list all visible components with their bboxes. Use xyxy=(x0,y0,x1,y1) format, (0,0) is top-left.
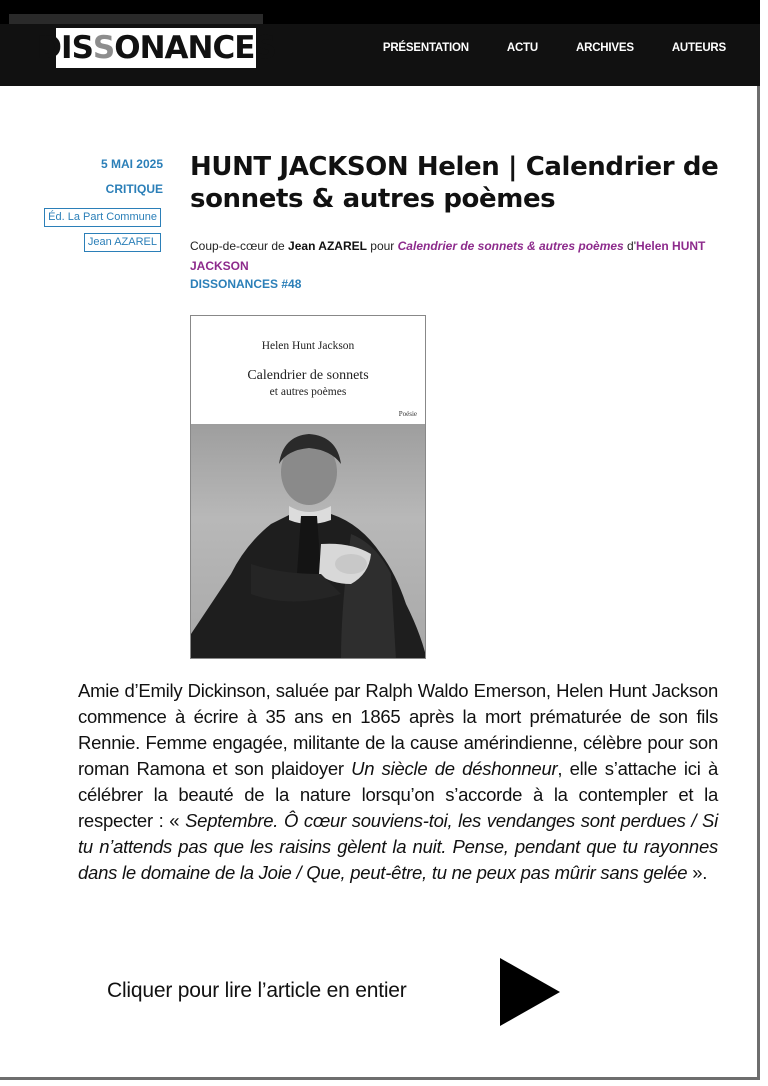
logo-text-1: DIS xyxy=(36,30,93,66)
main-nav xyxy=(345,42,726,54)
book-cover[interactable] xyxy=(190,315,426,659)
excerpt-part-1: Amie d’Emily Dickinson, saluée par Ralph Waldo Emerson, Helen Hunt Jackson commence à écrire à 35 ans en 1865 après la mort prématurée de son fils Rennie. Femme engagée, militante de la cause amérindienne, célèbre pour son roman Ramona et son plaidoyer xyxy=(78,680,718,779)
subtitle-mid: pour xyxy=(366,239,398,253)
nav-archives[interactable]: ARCHIVES xyxy=(575,42,634,54)
logo-text-2: S xyxy=(92,30,115,66)
cover-subtitle: et autres poèmes xyxy=(269,386,347,398)
site-logo[interactable] xyxy=(36,28,276,68)
post-date: 5 MAI 2025 xyxy=(100,157,163,171)
play-arrow-icon[interactable] xyxy=(500,958,560,1026)
cover-title: Calendrier de sonnets xyxy=(247,368,369,383)
article-subtitle xyxy=(190,236,760,276)
subtitle-prefix: Coup-de-cœur de xyxy=(190,239,289,253)
site-header xyxy=(0,0,760,86)
nav-auteurs[interactable]: AUTEURS xyxy=(671,42,726,54)
subtitle-book: Calendrier de sonnets & autres poèmes xyxy=(397,239,624,253)
excerpt-book-title: Un siècle de déshonneur xyxy=(351,758,558,779)
logo-text-3: ONANCES xyxy=(114,30,276,66)
subtitle-author: Helen HUNT JACKSON xyxy=(190,239,706,273)
post-category[interactable]: CRITIQUE xyxy=(105,182,163,196)
cover-author: Helen Hunt Jackson xyxy=(261,340,355,352)
cover-portrait-photo xyxy=(191,424,425,659)
excerpt-end: ». xyxy=(687,862,708,883)
subtitle-of: d' xyxy=(623,239,637,253)
tag-publisher[interactable]: Éd. La Part Commune xyxy=(44,208,161,227)
excerpt-quote: Septembre. Ô cœur souviens-toi, les vendanges sont perdues / Si tu n’attends pas que les raisins gèlent la nuit. Pense, pendant que tu rayonnes dans le domaine de la Joie / Que, peut-être, tu ne peux pas mûrir sans gelée xyxy=(78,810,718,883)
read-more-link[interactable]: Cliquer pour lire l’article en entier xyxy=(107,979,407,1002)
issue-label: DISSONANCES #48 xyxy=(190,277,302,291)
portrait-illustration xyxy=(191,424,426,659)
nav-actu[interactable]: ACTU xyxy=(506,42,538,54)
nav-presentation[interactable]: PRÉSENTATION xyxy=(382,42,469,54)
article-excerpt xyxy=(78,678,718,886)
cover-collection: Poésie xyxy=(398,410,417,418)
header-tab xyxy=(9,14,263,24)
tag-reviewer[interactable]: Jean AZAREL xyxy=(84,233,161,252)
subtitle-reviewer: Jean AZAREL xyxy=(288,239,367,253)
article-title: HUNT JACKSON Helen | Calendrier de sonnets & autres poèmes xyxy=(190,152,719,214)
excerpt-part-2: , elle s’attache ici à célébrer la beauté de la nature lorsqu’on s’accorde à la contempler et la respecter : « xyxy=(78,758,718,831)
